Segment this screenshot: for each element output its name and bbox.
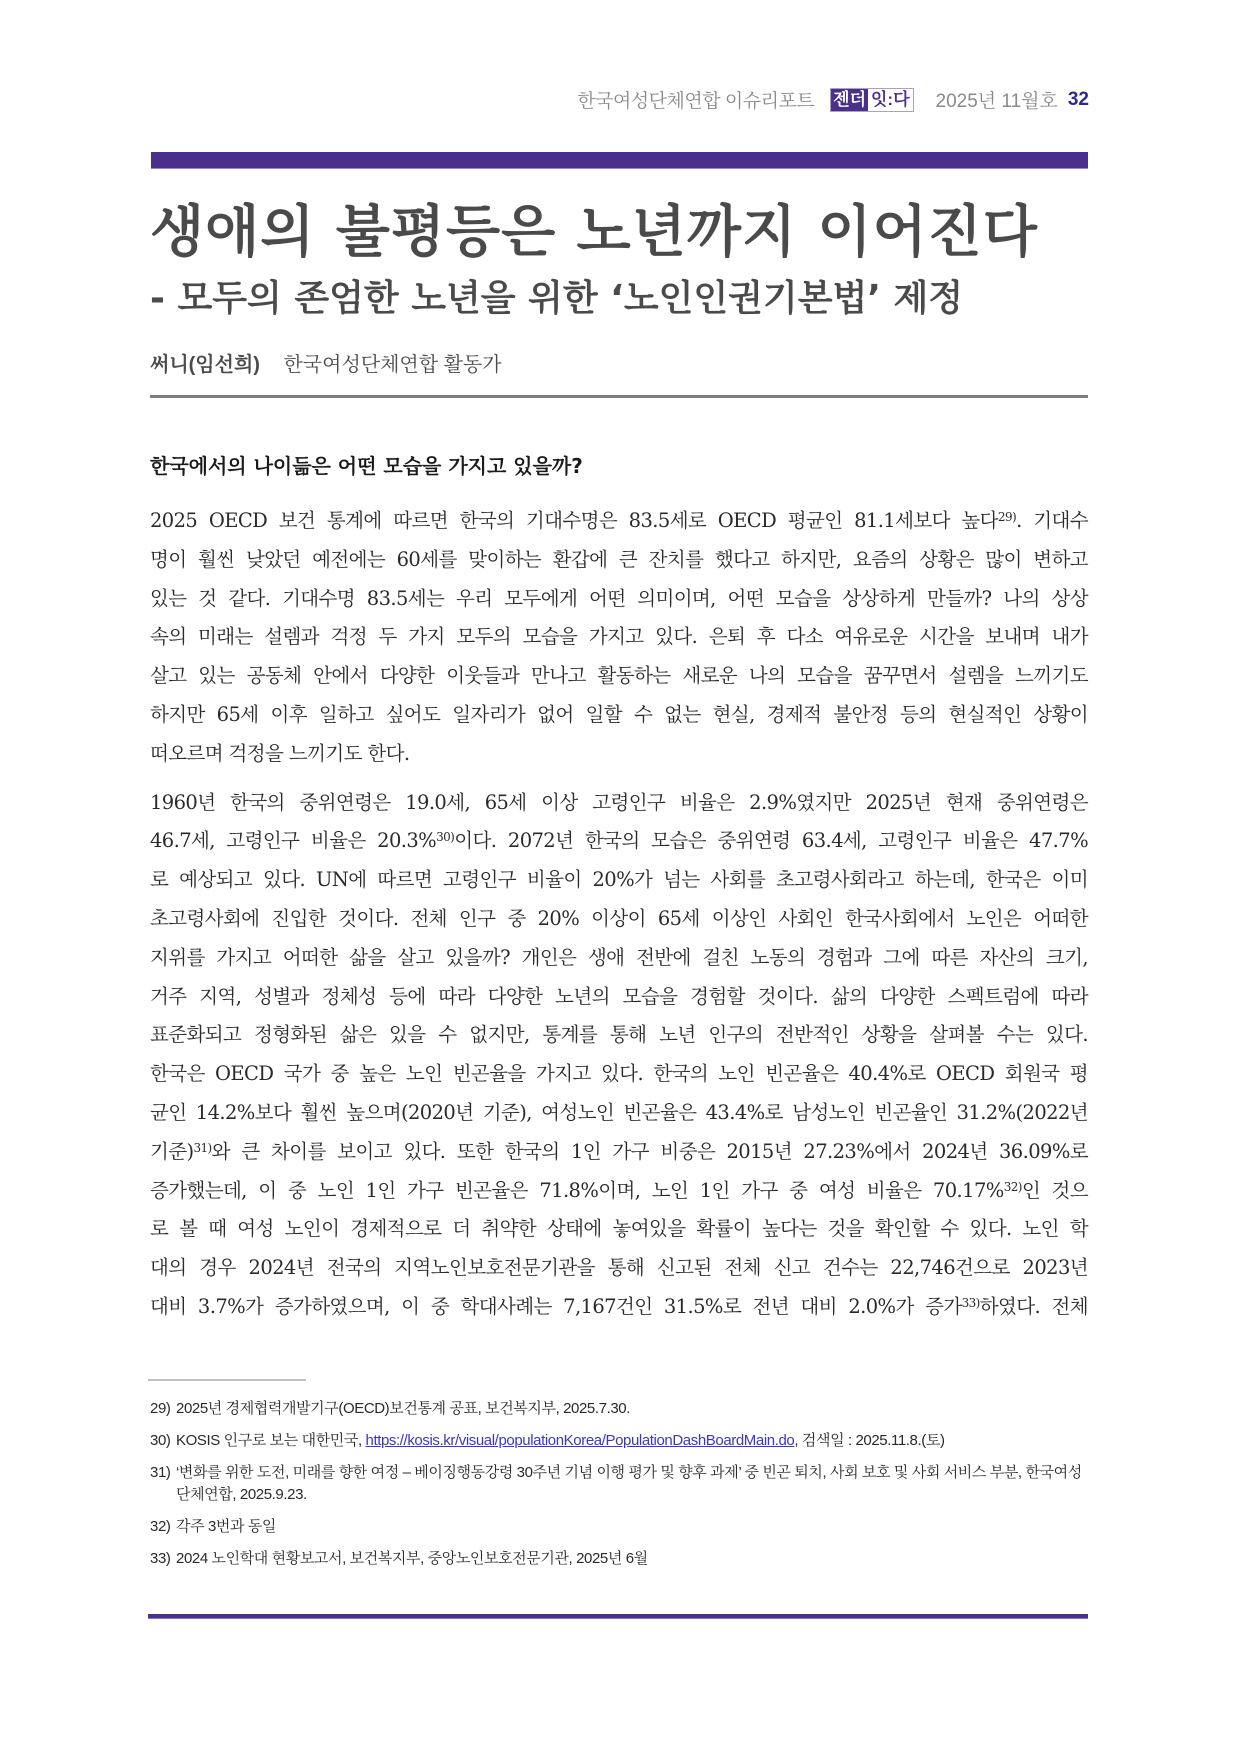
paragraph-1 [150, 502, 1088, 774]
body-line: 지위를 가지고 어떠한 삶을 살고 있을까? 개인은 생애 전반에 걸친 노동의 경험과 그에 따른 자산의 크기, [150, 945, 1088, 969]
body-line: 균인 14.2%보다 훨씬 높으며(2020년 기준), 여성노인 빈곤율은 43.4%로 남성노인 빈곤율인 31.2%(2022년 [150, 1100, 1088, 1124]
body-line: 증가했는데, 이 중 노인 1인 가구 빈곤율은 71.8%이며, 노인 1인 가구 중 여성 비율은 70.17%$^{32)}$인 것으 [150, 1178, 1089, 1202]
body-line: 대의 경우 2024년 전국의 지역노인보호전문기관을 통해 신고된 전체 신고 건수는 22,746건으로 2023년 [150, 1256, 1088, 1280]
section-heading: 한국에서의 나이듦은 어떤 모습을 가지고 있을까? [150, 454, 583, 478]
body-line: 거주 지역, 성별과 정체성 등에 따라 다양한 노년의 모습을 경험할 것이다. 삶의 다양한 스펙트럼에 따라 [150, 984, 1088, 1008]
body-line: 있는 것 같다. 기대수명 83.5세는 우리 모두에게 어떤 의미이며, 어떤 모습을 상상하게 만들까? 나의 상상 [150, 586, 1088, 610]
author-line [150, 348, 502, 377]
footnote-29: 29) 2025년 경제협력개발기구(OECD)보건통계 공표, 보건복지부, 2025.7.30. [150, 1400, 631, 1417]
footnotes [150, 1398, 1090, 1580]
header-divider [150, 395, 1088, 398]
author-role: 한국여성단체연합 활동가 [283, 354, 502, 376]
footnote-33: 33) 2024 노인학대 현황보고서, 보건복지부, 중앙노인보호전문기관, 2025년 6월 [150, 1550, 648, 1567]
body-line: 표준화되고 정형화된 삶은 있을 수 없지만, 통계를 통해 노년 인구의 전반적인 상황을 살펴볼 수는 있다. [150, 1023, 1088, 1047]
body-line: 초고령사회에 진입한 것이다. 전체 인구 중 20% 이상이 65세 이상인 사회인 한국사회에서 노인은 어떠한 [150, 906, 1088, 930]
paragraph-2 [150, 784, 1088, 1327]
body-line: 한국은 OECD 국가 중 높은 노인 빈곤율을 가지고 있다. 한국의 노인 빈곤율은 40.4%로 OECD 회원국 평 [150, 1062, 1088, 1086]
article-body [150, 502, 1088, 1337]
body-line: 명이 훨씬 낮았던 예전에는 60세를 맞이하는 환갑에 큰 잔치를 했다고 하지만, 요즘의 상황은 많이 변하고 [150, 547, 1088, 571]
body-line: 로 볼 때 여성 노인이 경제적으로 더 취약한 상태에 놓여있을 확률이 높다는 것을 확인할 수 있다. 노인 학 [150, 1217, 1088, 1241]
footnote-30: 30) KOSIS 인구로 보는 대한민국, https://kosis.kr/visual/populationKorea/PopulationDashBoardMain.do, 검색일 : 2025.11.8.(토) [150, 1432, 945, 1449]
footnote-ref-30[interactable]: 30) [436, 830, 455, 845]
body-line: 속의 미래는 설렘과 걱정 두 가지 모두의 모습을 가지고 있다. 은퇴 후 다소 여유로운 시간을 보내며 내가 [150, 625, 1088, 649]
body-line: 로 예상되고 있다. UN에 따르면 고령인구 비율이 20%가 넘는 사회를 초고령사회라고 하는데, 한국은 이미 [150, 868, 1088, 892]
body-line: 1960년 한국의 중위연령은 19.0세, 65세 이상 고령인구 비율은 2.9%였지만 2025년 현재 중위연령은 [150, 790, 1088, 814]
body-line: 46.7세, 고령인구 비율은 20.3%$^{30)}$이다. 2072년 한국의 모습은 중위연령 63.4세, 고령인구 비율은 47.7% [150, 829, 1088, 853]
body-line: 2025 OECD 보건 통계에 따르면 한국의 기대수명은 83.5세로 OECD 평균인 81.1세보다 높다$^{29)}$. 기대수 [150, 509, 1088, 532]
kosis-link[interactable]: https://kosis.kr/visual/populationKorea/PopulationDashBoardMain.do [365, 1432, 795, 1449]
body-line: 살고 있는 공동체 안에서 다양한 이웃들과 만나고 활동하는 새로운 나의 모습을 꿈꾸면서 설렘을 느끼기도 [150, 664, 1088, 688]
article-title: 생애의 불평등은 노년까지 이어진다 [150, 200, 1038, 265]
title-accent-bar [151, 152, 1088, 169]
footnote-ref-32[interactable]: 32) [1003, 1179, 1022, 1194]
body-line: 떠오르며 걱정을 느끼기도 한다. [150, 741, 410, 765]
footer-accent-bar [148, 1614, 1088, 1619]
logo-dark-part: 젠더 [833, 89, 866, 109]
article-subtitle: - 모두의 존엄한 노년을 위한 ‘노인인권기본법’ 제정 [150, 278, 964, 319]
issue-date: 2025년 11월호 [935, 91, 1058, 112]
footnote-32: 32) 각주 3번과 동일 [150, 1518, 277, 1535]
report-series-label: 한국여성단체연합 이슈리포트 [577, 91, 815, 112]
logo-light-part: 잇:다 [871, 89, 910, 109]
footnote-31: 31) ‘변화를 위한 도전, 미래를 향한 여정 – 베이징행동강령 30주년 기념 이행 평가 및 향후 과제’ 중 빈곤 퇴치, 사회 보호 및 사회 서비스 부분, 한국여성단체연합, 2025.9.23. [150, 1464, 1082, 1503]
footnote-separator [148, 1379, 306, 1381]
footnote-ref-33[interactable]: 33) [961, 1295, 980, 1310]
page-number: 32 [1067, 88, 1089, 110]
footnote-ref-31[interactable]: 31) [193, 1140, 212, 1155]
body-line: 하지만 65세 이후 일하고 싶어도 일자리가 없어 일할 수 없는 현실, 경제적 불안정 등의 현실적인 상황이 [150, 702, 1088, 726]
body-line: 대비 3.7%가 증가하였으며, 이 중 학대사례는 7,167건인 31.5%로 전년 대비 2.0%가 증가$^{33)}$하였다. 전체 [150, 1294, 1088, 1318]
footnote-ref-29[interactable]: 29) [997, 510, 1017, 524]
author-name: 써니(임선희) [150, 354, 260, 376]
body-line: 기준)$^{31)}$와 큰 차이를 보이고 있다. 또한 한국의 1인 가구 비중은 2015년 27.23%에서 2024년 36.09%로 [150, 1139, 1088, 1163]
page-header [577, 86, 1089, 113]
gender-itda-logo [830, 88, 913, 112]
